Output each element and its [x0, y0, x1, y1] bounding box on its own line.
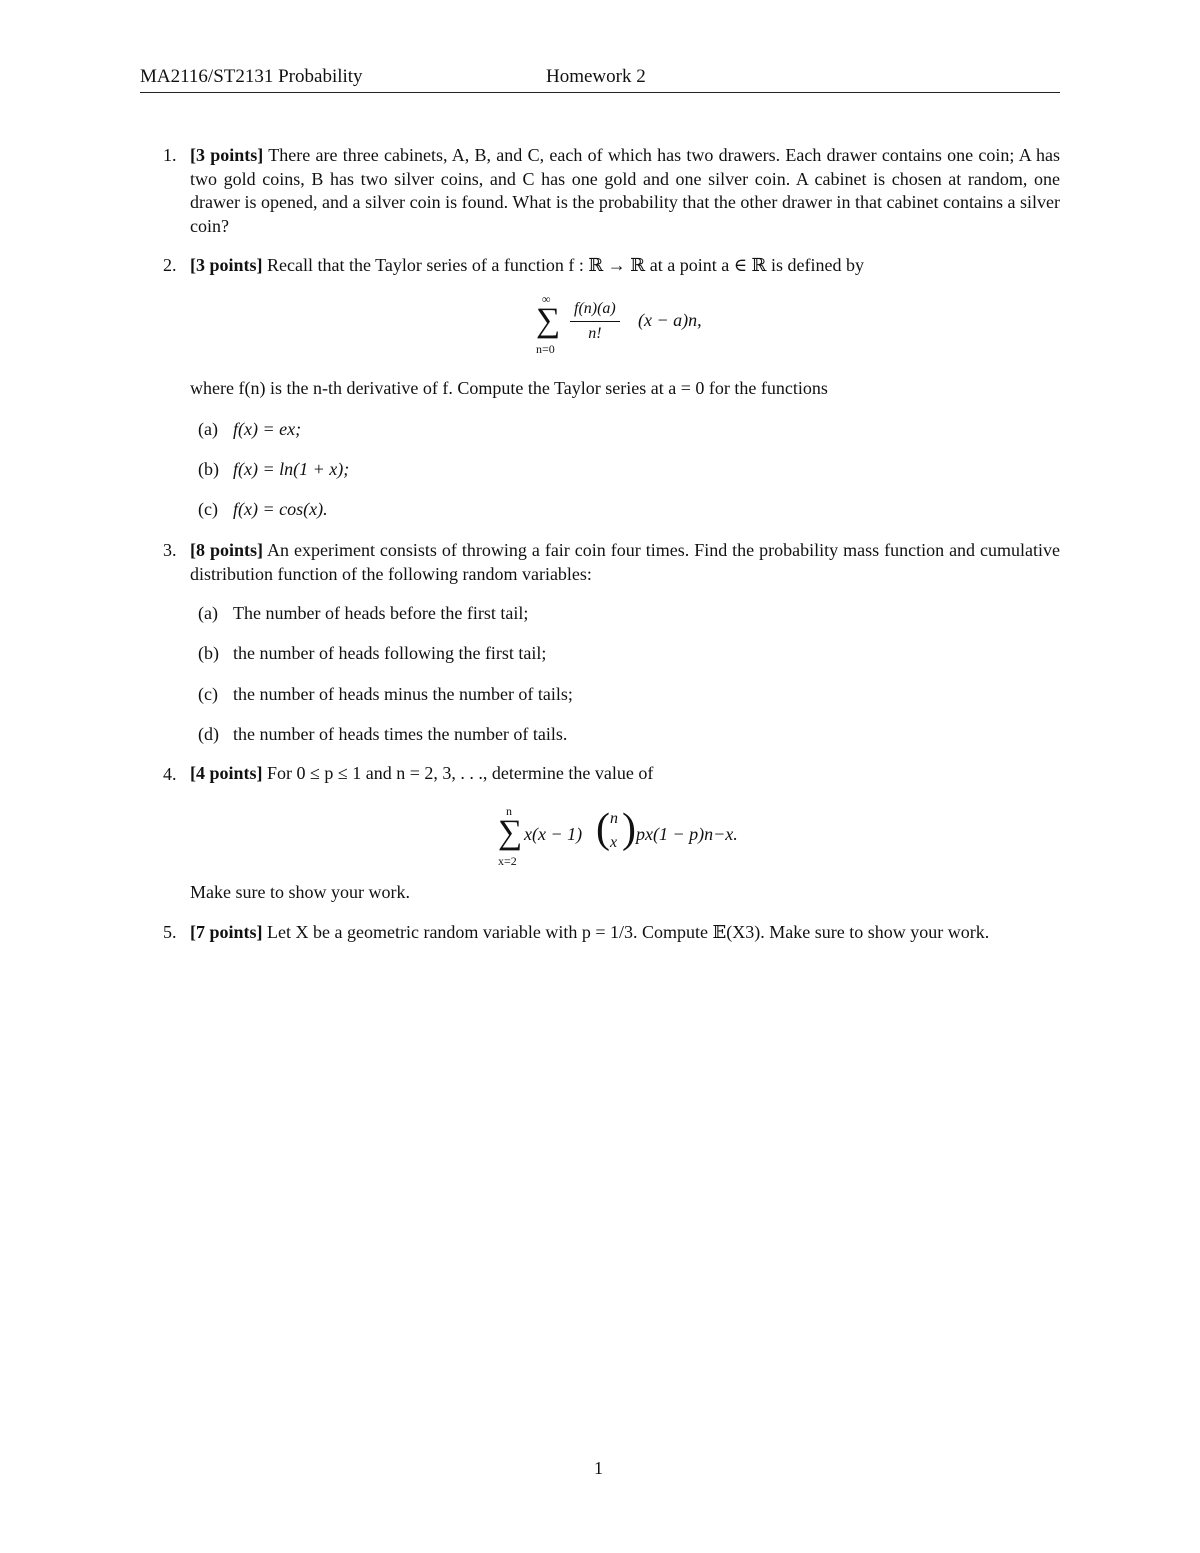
sum-lower-limit-x: x=2: [498, 854, 517, 868]
q2-points: [3 points]: [190, 255, 263, 275]
q4-after-text: Make sure to show your work.: [190, 882, 410, 902]
q2-after-text: where f(n) is the n-th derivative of f. Compute the Taylor series at a = 0 for the functions: [190, 378, 828, 398]
q4-number: 4.: [163, 764, 177, 784]
q3-item-a-label: (a): [198, 603, 218, 623]
q2-item-b: f(x) = ln(1 + x);: [233, 459, 350, 479]
q5-body: Let X be a geometric random variable with p = 1/3. Compute 𝔼(X3). Make sure to show your work.: [267, 922, 990, 942]
binom-right-paren: ): [622, 806, 636, 852]
q3-number: 3.: [163, 540, 177, 560]
q2-item-a-label: (a): [198, 419, 218, 439]
fraction-denominator: n!: [588, 325, 602, 342]
binomial-body: x(x − 1): [524, 824, 583, 844]
binom-left-paren: (: [596, 806, 610, 852]
q2-text: [190, 254, 1060, 278]
q1-text: [190, 144, 1060, 238]
q3-body: An experiment consists of throwing a fair coin four times. Find the probability mass function and cumulative distribution function of the following random variables:: [190, 540, 1061, 584]
q1-body: There are three cabinets, A, B, and C, each of which has two drawers. Each drawer contains one coin; A has two gold coins, B has two silver coins, and C has one gold and one silver coin. A cabinet is chosen at random, one drawer is opened, and a silver coin is found. What is the probability that the other drawer in that cabinet contains a silver coin?: [190, 145, 1060, 236]
binom-bottom: x: [610, 834, 618, 851]
q4-body: For 0 ≤ p ≤ 1 and n = 2, 3, . . ., determine the value of: [267, 763, 654, 783]
q3-text: [190, 539, 1060, 586]
q5-points: [7 points]: [190, 922, 263, 942]
q2-item-c-label: (c): [198, 499, 218, 519]
taylor-formula: [530, 292, 730, 362]
sum-upper-limit: ∞: [542, 292, 551, 306]
q3-item-c: the number of heads minus the number of tails;: [233, 684, 573, 704]
header-rule: [140, 92, 1060, 93]
fraction-numerator: f(n)(a): [570, 297, 620, 322]
homework-title: Homework 2: [546, 66, 646, 87]
q1-number: 1.: [163, 145, 177, 165]
page-number: 1: [594, 1458, 603, 1478]
q2-item-b-label: (b): [198, 459, 219, 479]
q4-points: [4 points]: [190, 763, 263, 783]
binom-top: n: [610, 810, 618, 827]
q5-number: 5.: [163, 922, 177, 942]
q2-item-a: f(x) = ex;: [233, 419, 302, 439]
course-name: MA2116/ST2131 Probability: [140, 66, 363, 87]
q2-body: Recall that the Taylor series of a function f : ℝ → ℝ at a point a ∈ ℝ is defined by: [267, 255, 864, 275]
sigma-symbol-2: ∑: [498, 814, 523, 851]
sum-lower-limit: n=0: [536, 342, 555, 356]
q3-item-b: the number of heads following the first tail;: [233, 643, 547, 663]
q3-item-c-label: (c): [198, 684, 218, 704]
sum-upper-limit-n: n: [506, 804, 512, 818]
q3-item-d-label: (d): [198, 724, 219, 744]
q1-points: [3 points]: [190, 145, 264, 165]
q3-item-a: The number of heads before the first tail;: [233, 603, 529, 623]
binomial-formula: [494, 804, 774, 874]
taylor-tail: (x − a)n,: [638, 310, 702, 330]
q2-item-c: f(x) = cos(x).: [233, 499, 328, 519]
q3-item-b-label: (b): [198, 643, 219, 663]
q4-text: [190, 763, 653, 784]
taylor-fraction: [570, 297, 620, 346]
q3-item-d: the number of heads times the number of tails.: [233, 724, 568, 744]
sigma-symbol: ∑: [536, 302, 561, 339]
binomial-tail: px(1 − p)n−x.: [636, 824, 738, 844]
q2-number: 2.: [163, 255, 177, 275]
q5-text: [190, 921, 1060, 945]
q3-points: [8 points]: [190, 540, 263, 560]
